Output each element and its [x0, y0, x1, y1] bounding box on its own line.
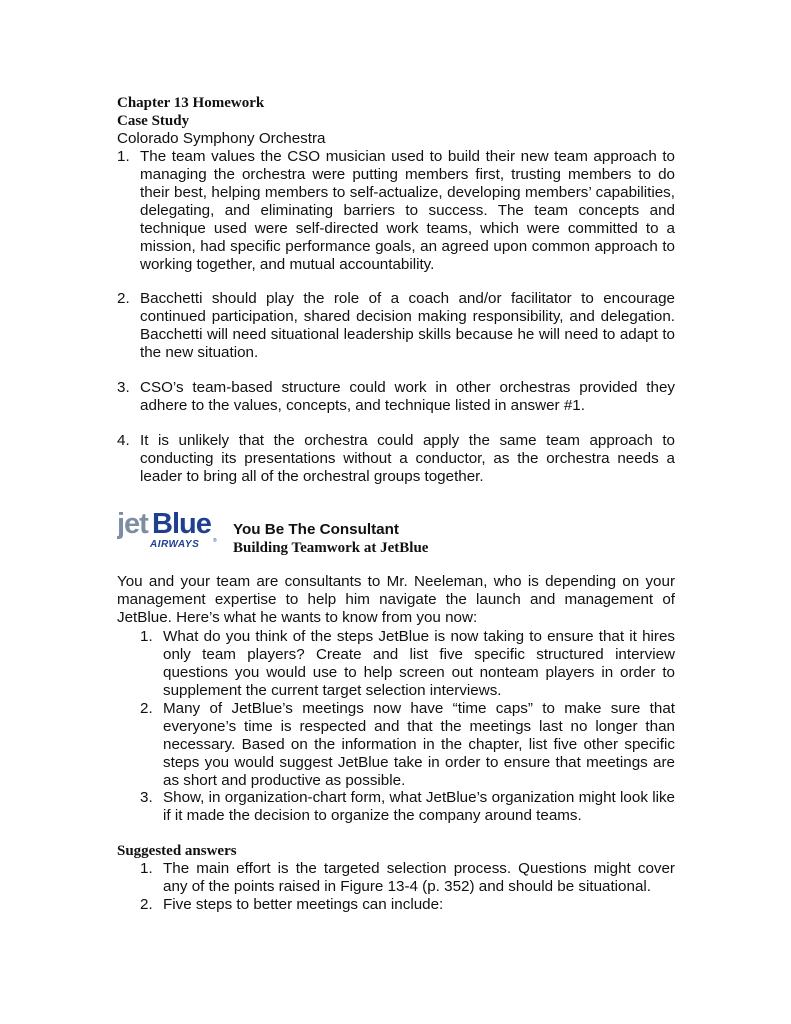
- answer-text: Five steps to better meetings can include:: [163, 896, 444, 913]
- consultant-question-3: [140, 789, 675, 825]
- suggested-answer-1: [140, 860, 675, 896]
- consultant-intro: You and your team are consultants to Mr. Neeleman, who is depending on your management expertise to help him navigate the launch and management of JetBlue. Here’s what he wants to know from you now:: [117, 573, 675, 626]
- consultant-subtitle: Building Teamwork at JetBlue: [233, 540, 429, 556]
- cso-answer-3: [117, 379, 675, 415]
- consultant-question-1: [140, 628, 675, 700]
- jetblue-logo: [117, 506, 220, 550]
- cso-answer-list-4: [117, 432, 675, 486]
- suggested-answers-heading: Suggested answers: [117, 843, 237, 859]
- question-number: 2.: [140, 700, 153, 717]
- logo-blue-word: Blue: [152, 508, 211, 540]
- logo-airways-word: AIRWAYS: [150, 539, 200, 550]
- cso-answer-number: 1.: [117, 148, 130, 165]
- logo-jet-word: jet: [117, 508, 148, 540]
- cso-answer-number: 3.: [117, 379, 130, 396]
- question-text: Many of JetBlue’s meetings now have “time caps” to make sure that everyone’s time is respected and that the meetings last no longer than necessary. Based on the information in the chapter, list five other specific steps you would suggest JetBlue take in order to ensure that meetings are as short and productive as possible.: [163, 700, 675, 789]
- suggested-answer-2: [140, 896, 675, 914]
- question-number: 3.: [140, 789, 153, 806]
- answer-number: 2.: [140, 896, 153, 913]
- logo-trademark: ®: [213, 538, 217, 544]
- cso-answer-4: [117, 432, 675, 486]
- cso-answer-number: 2.: [117, 290, 130, 307]
- consultant-question-2: [140, 700, 675, 790]
- cso-answer-list: [117, 148, 675, 274]
- cso-answer-text: CSO’s team-based structure could work in other orchestras provided they adhere to the values, concepts, and technique listed in answer #1.: [140, 379, 675, 414]
- question-text: What do you think of the steps JetBlue is now taking to ensure that it hires only team players? Create and list five specific structured interview questions you would use to help screen out nonteam players in order to supplement the current target selection interviews.: [163, 628, 675, 699]
- cso-answer-list-2: [117, 290, 675, 362]
- cso-answer-text: The team values the CSO musician used to build their new team approach to managing the orchestra were putting members first, trusting members to do their best, helping members to self-actualize, developing members’ capabilities, delegating, and eliminating barriers to success. The team concepts and technique used were self-directed work teams, which were committed to a mission, had specific performance goals, an agreed upon common approach to working together, and mutual accountability.: [140, 148, 675, 273]
- cso-answer-1: [117, 148, 675, 274]
- cso-answer-text: Bacchetti should play the role of a coach and/or facilitator to encourage continued participation, shared decision making responsibility, and delegation. Bacchetti will need situational leadership skills because he will need to adapt to the new situation.: [140, 290, 675, 361]
- answer-number: 1.: [140, 860, 153, 877]
- question-number: 1.: [140, 628, 153, 645]
- cso-answer-2: [117, 290, 675, 362]
- question-text: Show, in organization-chart form, what JetBlue’s organization might look like if it made the decision to organize the company around teams.: [163, 789, 675, 824]
- cso-answer-list-3: [117, 379, 675, 415]
- case-study-label: Case Study: [117, 113, 190, 129]
- cso-answer-number: 4.: [117, 432, 130, 449]
- case-study-name: Colorado Symphony Orchestra: [117, 130, 326, 147]
- chapter-title: Chapter 13 Homework: [117, 95, 265, 111]
- consultant-title: You Be The Consultant: [233, 521, 399, 538]
- cso-answer-text: It is unlikely that the orchestra could apply the same team approach to conducting its presentations without a conductor, as the orchestra needs a leader to bring all of the orchestral groups together.: [140, 432, 675, 485]
- document-header: [117, 94, 677, 148]
- answer-text: The main effort is the targeted selection process. Questions might cover any of the points raised in Figure 13-4 (p. 352) and should be situational.: [163, 860, 675, 895]
